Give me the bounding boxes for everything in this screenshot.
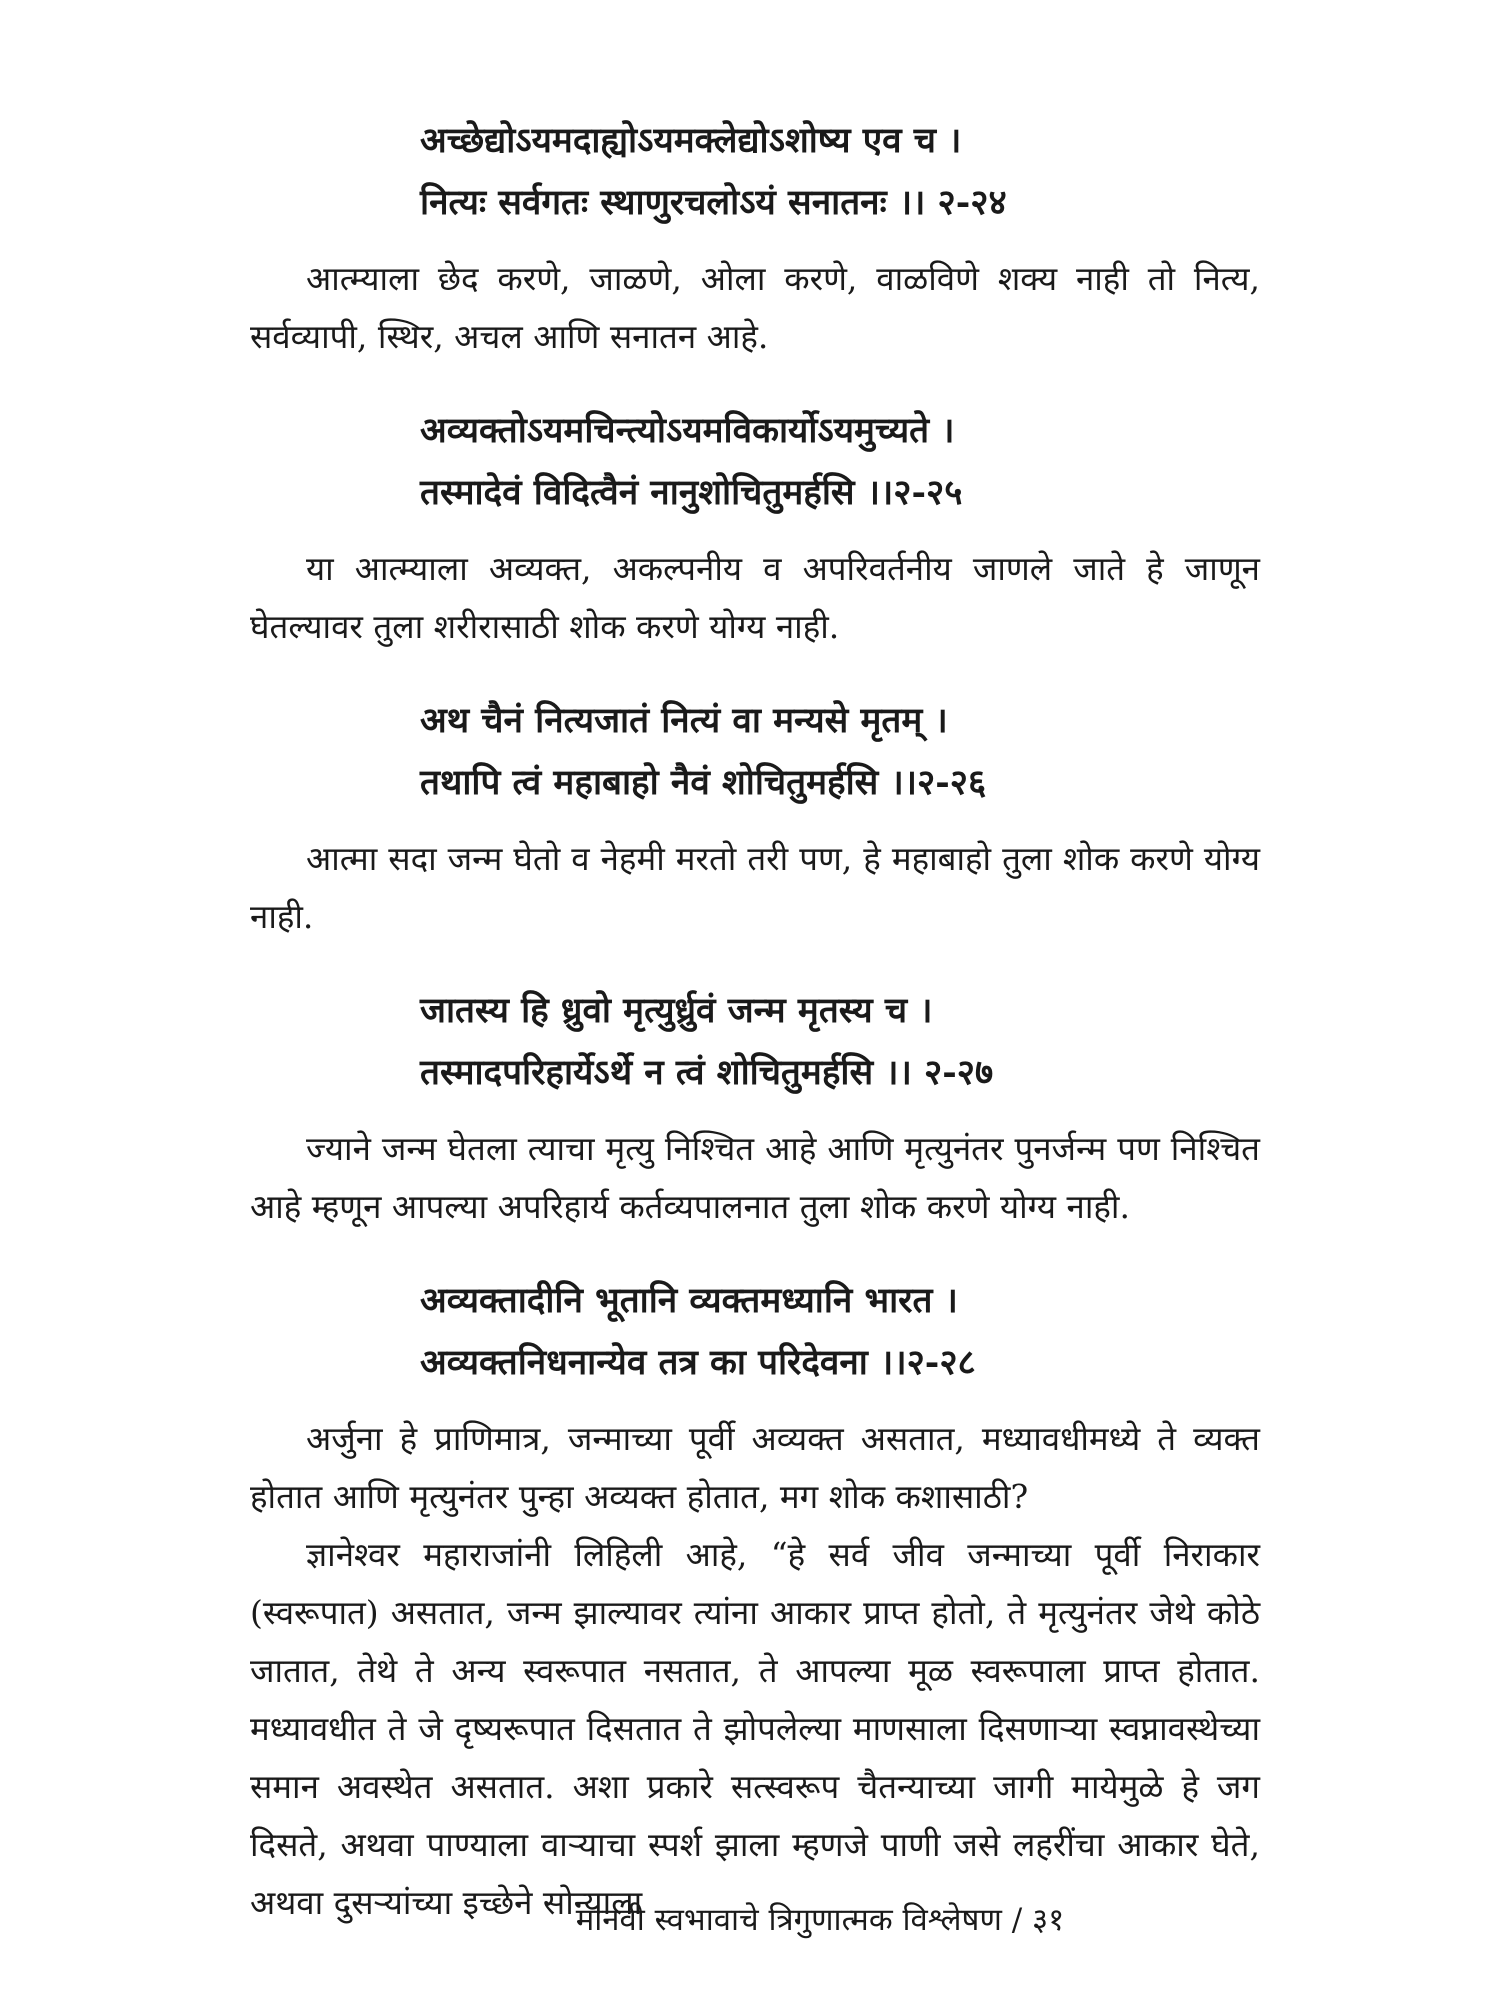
verse-line: अव्यक्तोऽयमचिन्त्योऽयमविकार्योऽयमुच्यते ।: [420, 410, 955, 451]
verse-line: तथापि त्वं महाबाहो नैवं शोचितुमर्हसि ।।२-२६: [420, 762, 987, 803]
verse-meaning: अर्जुना हे प्राणिमात्र, जन्माच्या पूर्वी अव्यक्त असतात, मध्यावधीमध्ये ते व्यक्त होतात आणि मृत्युनंतर पुन्हा अव्यक्त होतात, मग शोक कशासाठी?: [250, 1419, 1260, 1516]
verse-line: जातस्य हि ध्रुवो मृत्युर्ध्रुवं जन्म मृतस्य च ।: [420, 990, 933, 1031]
verse-line: अच्छेद्योऽयमदाह्योऽयमक्लेद्योऽशोष्य एव च ।: [420, 120, 962, 161]
verse-meaning: आत्मा सदा जन्म घेतो व नेहमी मरतो तरी पण, हे महाबाहो तुला शोक करणे योग्य नाही.: [250, 839, 1260, 936]
verse-line: अव्यक्तादीनि भूतानि व्यक्तमध्यानि भारत ।: [420, 1280, 958, 1321]
verse-2-28: [250, 1270, 1260, 1394]
commentary-paragraph: ज्ञानेश्वर महाराजांनी लिहिली आहे, “हे सर्व जीव जन्माच्या पूर्वी निराकार (स्वरूपात) असतात, जन्म झाल्यावर त्यांना आकार प्राप्त होतो, ते मृत्युनंतर जेथे कोठे जातात, तेथे ते अन्य स्वरूपात नसतात, ते आपल्या मूळ स्वरूपाला प्राप्त होतात. मध्यावधीत ते जे दृष्यरूपात दिसतात ते झोपलेल्या माणसाला दिसणाऱ्या स्वप्नावस्थेच्या समान अवस्थेत असतात. अशा प्रकारे सत्स्वरूप चैतन्याच्या जागी मायेमुळे हे जग दिसते, अथवा पाण्याला वाऱ्याचा स्पर्श झाला म्हणजे पाणी जसे लहरींचा आकार घेते, अथवा दुसऱ्यांच्या इच्छेने सोन्याला: [250, 1535, 1260, 1922]
verse-line: अथ चैनं नित्यजातं नित्यं वा मन्यसे मृतम् ।: [420, 700, 948, 741]
verse-2-25: [250, 400, 1260, 524]
verse-2-26: [250, 690, 1260, 814]
verse-line: नित्यः सर्वगतः स्थाणुरचलोऽयं सनातनः ।। २-२४: [420, 182, 1007, 223]
verse-line: तस्मादपरिहार्येऽर्थे न त्वं शोचितुमर्हसि ।। २-२७: [420, 1052, 994, 1093]
page-footer: मानवी स्वभावाचे त्रिगुणात्मक विश्लेषण / ३१: [575, 1902, 1065, 1938]
verse-line: अव्यक्तनिधनान्येव तत्र का परिदेवना ।।२-२८: [420, 1342, 976, 1383]
verse-meaning: ज्याने जन्म घेतला त्याचा मृत्यु निश्चित आहे आणि मृत्युनंतर पुनर्जन्म पण निश्चित आहे म्हणून आपल्या अपरिहार्य कर्तव्यपालनात तुला शोक करणे योग्य नाही.: [250, 1129, 1260, 1226]
verse-2-27: [250, 980, 1260, 1104]
verse-meaning: या आत्म्याला अव्यक्त, अकल्पनीय व अपरिवर्तनीय जाणले जाते हे जाणून घेतल्यावर तुला शरीरासाठी शोक करणे योग्य नाही.: [250, 549, 1260, 646]
verse-line: तस्मादेवं विदित्वैनं नानुशोचितुमर्हसि ।।२-२५: [420, 472, 963, 513]
verse-2-24: [250, 110, 1260, 234]
verse-meaning: आत्म्याला छेद करणे, जाळणे, ओला करणे, वाळविणे शक्य नाही तो नित्य, सर्वव्यापी, स्थिर, अचल आणि सनातन आहे.: [250, 259, 1260, 356]
